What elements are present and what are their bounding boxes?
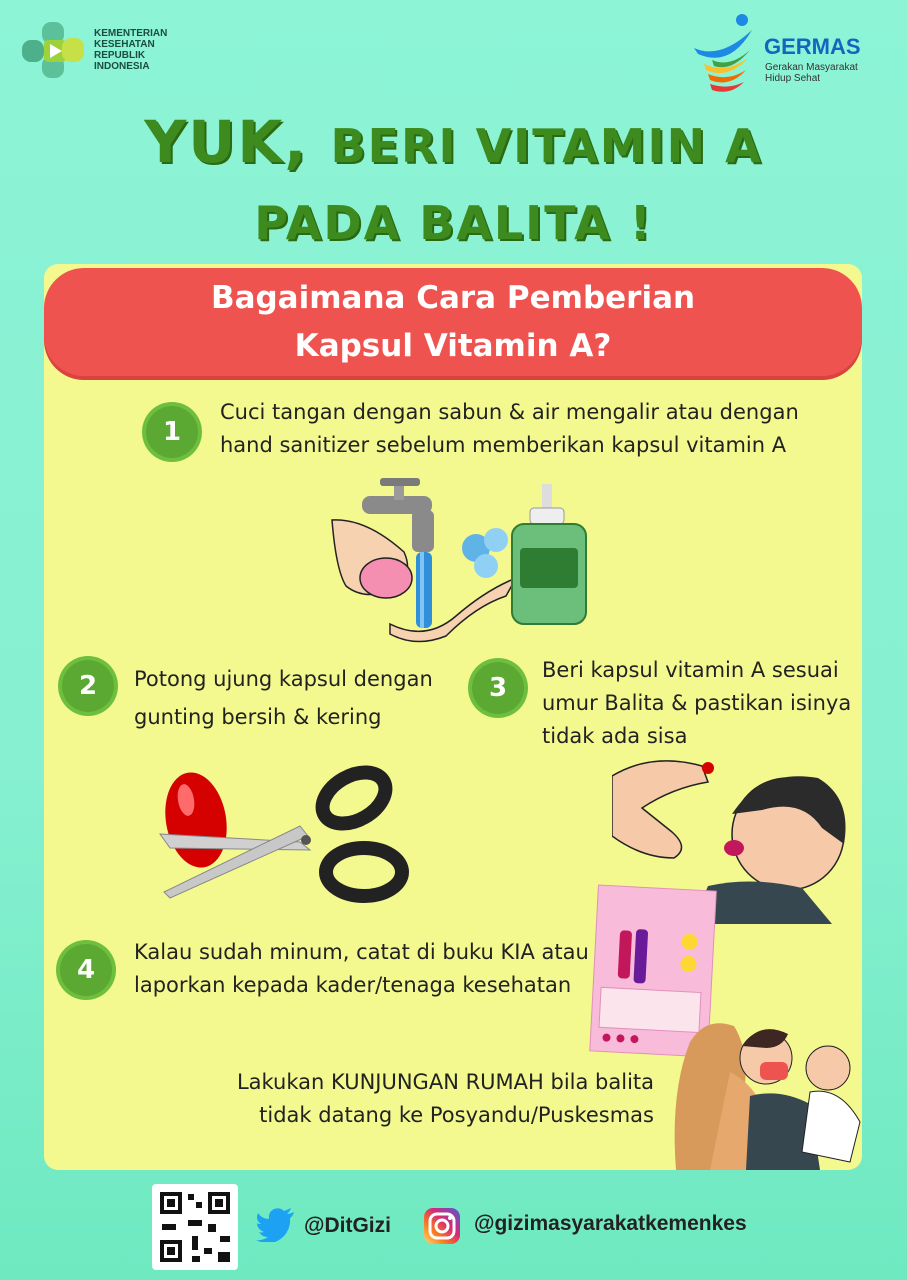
step-line: hand sanitizer sebelum memberikan kapsul vitamin A <box>220 433 787 457</box>
kemenkes-text <box>94 28 167 72</box>
step-2-badge: 2 <box>62 660 114 712</box>
kemenkes-logo-icon <box>22 22 86 78</box>
step-4-badge: 4 <box>60 944 112 996</box>
germas-sub-line: Hidup Sehat <box>765 73 821 84</box>
step-line: umur Balita & pastikan isinya <box>542 691 852 715</box>
note-line: Lakukan KUNJUNGAN RUMAH bila balita <box>236 1070 654 1094</box>
qr-code[interactable] <box>152 1184 238 1270</box>
step-3-badge: 3 <box>472 662 524 714</box>
note-line: tidak datang ke Posyandu/Puskesmas <box>259 1103 654 1127</box>
step-line: gunting bersih & kering <box>134 705 382 729</box>
handwashing-illustration <box>326 478 596 648</box>
banner-line2: Kapsul Vitamin A? <box>294 328 612 364</box>
step-1-text <box>220 396 799 462</box>
kemenkes-line: REPUBLIK <box>94 50 146 61</box>
step-line: Potong ujung kapsul dengan <box>134 667 433 691</box>
title-beri-vitamin: BERI VITAMIN A <box>330 119 763 173</box>
germas-subtitle <box>765 62 858 84</box>
step-line: laporkan kepada kader/tenaga kesehatan <box>134 973 572 997</box>
step-line: Cuci tangan dengan sabun & air mengalir atau dengan <box>220 400 799 424</box>
step-3-text <box>542 654 851 753</box>
question-banner <box>44 268 862 376</box>
germas-logo <box>690 8 890 98</box>
kemenkes-logo <box>22 22 167 78</box>
kemenkes-line: KESEHATAN <box>94 39 155 50</box>
instagram-handle[interactable]: @gizimasyarakatkemenkes <box>474 1212 747 1235</box>
scissors-capsule-illustration <box>150 756 418 906</box>
instagram-icon[interactable] <box>424 1208 460 1244</box>
germas-sub-line: Gerakan Masyarakat <box>765 62 858 73</box>
germas-logo-icon <box>690 8 764 98</box>
home-visit-illustration <box>670 1012 864 1170</box>
kemenkes-line: KEMENTERIAN <box>94 28 168 39</box>
step-line: Kalau sudah minum, catat di buku KIA atau <box>134 940 589 964</box>
kemenkes-line: INDONESIA <box>94 61 150 72</box>
qr-code-icon <box>152 1184 238 1270</box>
step-4-text <box>134 936 589 1002</box>
step-line: tidak ada sisa <box>542 724 688 748</box>
step-2-text <box>134 660 433 736</box>
banner-line1: Bagaimana Cara Pemberian <box>210 280 696 316</box>
home-visit-note <box>222 1066 654 1132</box>
main-title-line2: PADA BALITA ! <box>254 196 653 250</box>
step-1-badge: 1 <box>146 406 198 458</box>
twitter-icon[interactable] <box>256 1208 296 1242</box>
germas-title: GERMAS <box>764 34 861 59</box>
twitter-handle[interactable]: @DitGizi <box>304 1214 391 1237</box>
title-yuk: YUK, <box>144 108 309 176</box>
step-line: Beri kapsul vitamin A sesuai <box>542 658 839 682</box>
main-title-line1 <box>0 108 907 176</box>
